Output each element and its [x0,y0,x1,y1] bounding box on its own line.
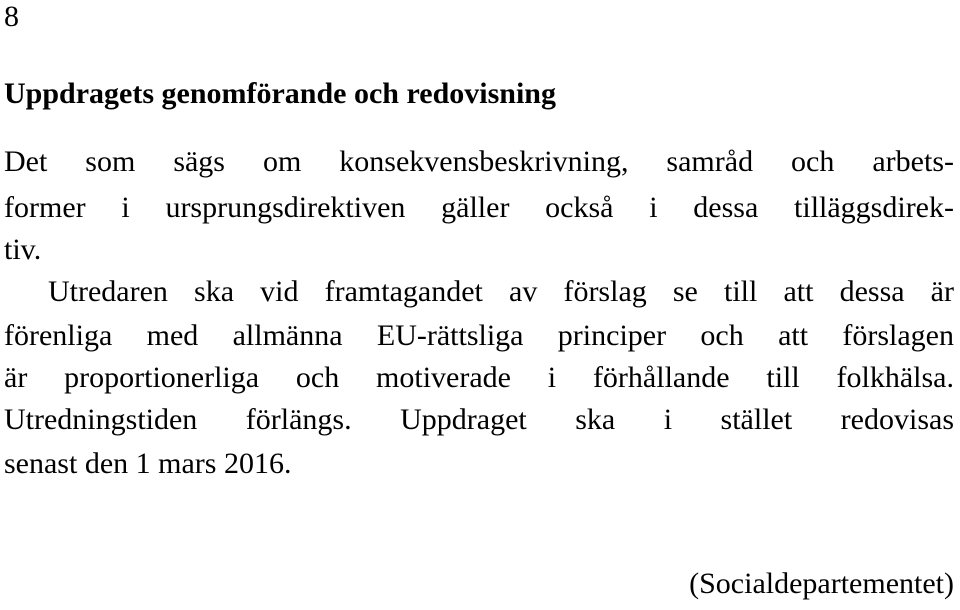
section-heading: Uppdragets genomförande och redovisning [4,77,556,110]
text-line-3: tiv. [4,233,42,266]
text-line-2: former i ursprungsdirektiven gäller också i dessa tilläggsdirek- [4,191,954,224]
text-line-6: är proportionerliga och motiverade i förhållande till folkhälsa. [4,361,954,394]
text-line-7: Utredningstiden förlängs. Uppdraget ska i stället redovisas [4,403,954,436]
text-line-5: förenliga med allmänna EU-rättsliga principer och att förslagen [4,319,954,352]
text-line-1: Det som sägs om konsekvensbeskrivning, samråd och arbets- [4,145,954,178]
page-number: 8 [4,0,19,33]
signature: (Socialdepartementet) [689,567,954,600]
text-line-8: senast den 1 mars 2016. [4,447,292,480]
text-line-4: Utredaren ska vid framtagandet av förslag se till att dessa är [48,275,954,308]
